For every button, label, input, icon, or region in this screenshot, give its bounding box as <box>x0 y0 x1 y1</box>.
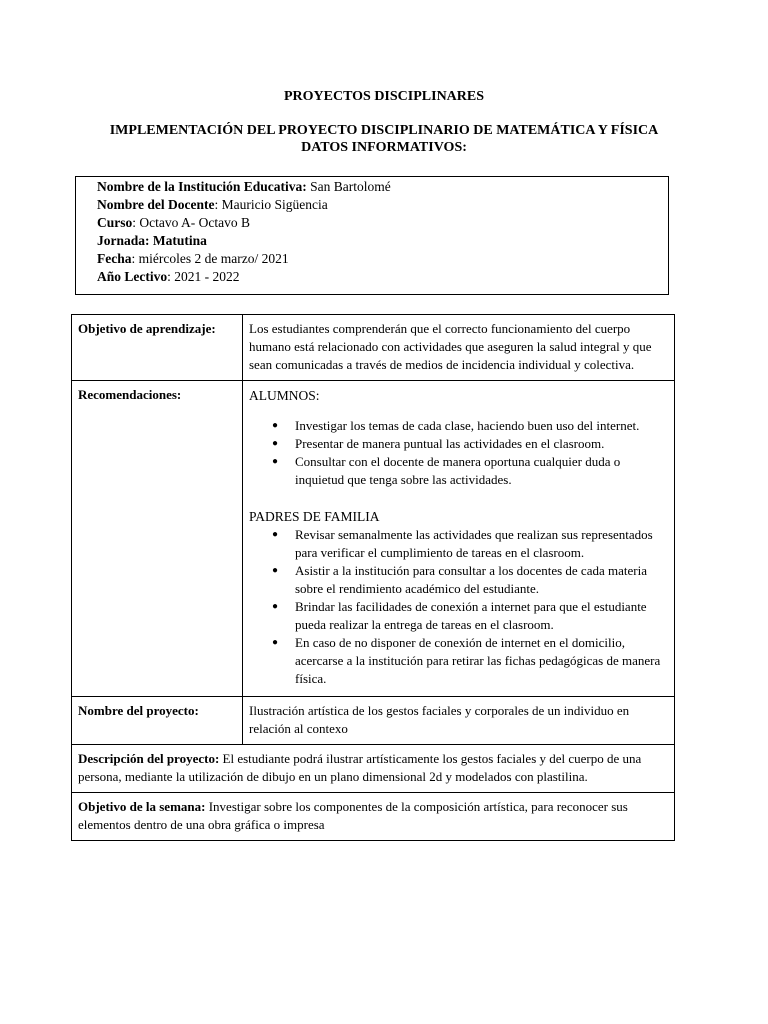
recomendaciones-cell <box>243 381 675 697</box>
docente-value: : Mauricio Sigüencia <box>214 197 328 212</box>
list-item: ● En caso de no disponer de conexión de internet en el domicilio, acercarse a la institución para retirar las fichas pedagógicas de manera física. <box>295 634 668 688</box>
docente-label: Nombre del Docente <box>97 197 215 212</box>
alumnos-list <box>249 417 668 489</box>
section-heading: DATOS INFORMATIVOS: <box>301 140 467 155</box>
list-item: ● Brindar las facilidades de conexión a internet para que el estudiante pueda realizar la entrega de tareas en el clasroom. <box>295 598 668 634</box>
descripcion-cell <box>72 745 675 793</box>
list-item: ● Asistir a la institución para consultar a los docentes de cada materia sobre el rendimiento académico del estudiante. <box>295 562 668 598</box>
info-box <box>75 176 669 295</box>
objetivo-label: Objetivo de aprendizaje: <box>72 315 243 381</box>
recomendaciones-label: Recomendaciones: <box>72 381 243 697</box>
objetivo-value: Los estudiantes comprenderán que el correcto funcionamiento del cuerpo humano está relacionado con actividades que aseguren la salud integral y que sean comunicadas a través de medios de incidencia individual y colectiva. <box>243 315 675 381</box>
institucion-label: Nombre de la Institución Educativa: <box>97 179 307 194</box>
proyecto-row <box>72 697 675 745</box>
padres-list <box>249 526 668 688</box>
jornada-label: Jornada: Matutina <box>97 233 207 248</box>
alumnos-heading: ALUMNOS: <box>249 388 320 403</box>
anio-value: : 2021 - 2022 <box>167 269 240 284</box>
jornada-row <box>97 232 668 250</box>
anio-row <box>97 268 668 286</box>
curso-row <box>97 214 668 232</box>
padres-heading: PADRES DE FAMILIA <box>249 509 380 524</box>
list-item: ● Revisar semanalmente las actividades que realizan sus representados para verificar el cumplimiento de tareas en el clasroom. <box>295 526 668 562</box>
anio-label: Año Lectivo <box>97 269 168 284</box>
semana-value: Investigar sobre los componentes de la composición artística, para reconocer sus elementos dentro de una obra gráfica o impresa <box>78 799 628 832</box>
objetivo-row <box>72 315 675 381</box>
semana-label: Objetivo de la semana: <box>78 799 206 814</box>
institucion-value: San Bartolomé <box>306 179 391 194</box>
document-subtitle: IMPLEMENTACIÓN DEL PROYECTO DISCIPLINARIO DE MATEMÁTICA Y FÍSICA <box>109 123 659 138</box>
institucion-row <box>97 178 668 196</box>
proyecto-label: Nombre del proyecto: <box>72 697 243 745</box>
fecha-value: : miércoles 2 de marzo/ 2021 <box>131 251 289 266</box>
project-table <box>71 314 675 841</box>
fecha-label: Fecha <box>97 251 132 266</box>
list-item: ● Investigar los temas de cada clase, haciendo buen uso del internet. <box>295 417 668 435</box>
semana-row <box>72 793 675 841</box>
document-title: PROYECTOS DISCIPLINARES <box>283 89 485 104</box>
curso-value: : Octavo A- Octavo B <box>132 215 250 230</box>
descripcion-row <box>72 745 675 793</box>
semana-cell <box>72 793 675 841</box>
descripcion-value: El estudiante podrá ilustrar artísticamente los gestos faciales y del cuerpo de una persona, mediante la utilización de dibujo en un plano dimensional 2d y modelados con plastilina. <box>78 751 642 784</box>
fecha-row <box>97 250 668 268</box>
docente-row <box>97 196 668 214</box>
list-item: ● Consultar con el docente de manera oportuna cualquier duda o inquietud que tenga sobre las actividades. <box>295 453 668 489</box>
list-item: ● Presentar de manera puntual las actividades en el clasroom. <box>295 435 668 453</box>
recomendaciones-row <box>72 381 675 697</box>
proyecto-value: Ilustración artística de los gestos faciales y corporales de un individuo en relación al contexo <box>243 697 675 745</box>
curso-label: Curso <box>97 215 133 230</box>
descripcion-label: Descripción del proyecto: <box>78 751 220 766</box>
